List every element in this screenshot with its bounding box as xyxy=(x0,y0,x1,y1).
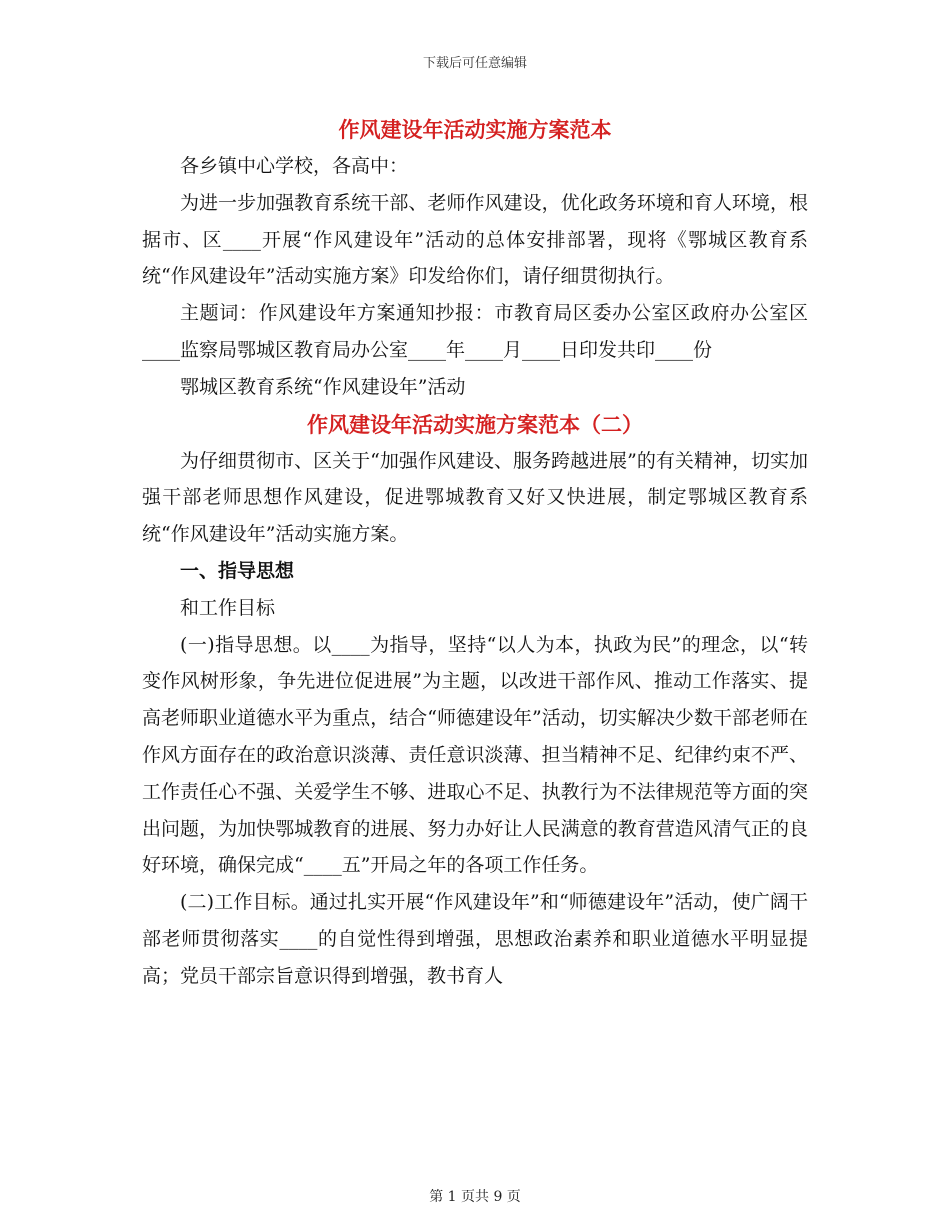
document-title: 作风建设年活动实施方案范本 xyxy=(338,117,612,142)
paragraph-work-goals-label: 和工作目标 xyxy=(180,596,276,619)
paragraph-notice: 为进一步加强教育系统干部、老师作风建设，优化政务环境和育人环境，根据市、区____开展“作风建设年”活动的总体安排部署，现将《鄂城区教育系统“作风建设年”活动实施方案》印发给你们，请仔细贯彻执行。 xyxy=(142,191,808,288)
heading-guiding-ideology: 一、指导思想 xyxy=(180,559,295,582)
paragraph-addressee: 各乡镇中心学校，各高中： xyxy=(180,155,409,177)
paragraph-work-goals: (二)工作目标。通过扎实开展“作风建设年”和“师德建设年”活动，使广阔干部老师贯彻落实____的自觉性得到增强，思想政治素养和职业道德水平明显提高；党员干部宗旨意识得到增强，教书育人 xyxy=(142,891,808,987)
section-title-2: 作风建设年活动实施方案范本（二） xyxy=(307,411,643,437)
document-body xyxy=(142,108,808,995)
page-footer-number: 第 1 页共 9 页 xyxy=(429,1189,521,1205)
page-header-note: 下载后可任意编辑 xyxy=(422,56,527,71)
paragraph-keywords: 主题词：作风建设年方案通知抄报：市教育局区委办公室区政府办公室区____监察局鄂城区教育局办公室____年____月____日印发共印____份 xyxy=(142,302,808,361)
paragraph-intro: 为仔细贯彻市、区关于“加强作风建设、服务跨越进展”的有关精神，切实加强干部老师思想作风建设，促进鄂城教育又好又快进展，制定鄂城区教育系统“作风建设年”活动实施方案。 xyxy=(142,449,808,546)
paragraph-activity-name: 鄂城区教育系统“作风建设年”活动 xyxy=(180,375,466,398)
paragraph-guiding-ideology: (一)指导思想。以____为指导，坚持“以人为本，执政为民”的理念，以“转变作风树形象，争先进位促进展”为主题，以改进干部作风、推动工作落实、提高老师职业道德水平为重点，结合“师德建设年”活动，切实解决少数干部老师在作风方面存在的政治意识淡薄、责任意识淡薄、担当精神不足、纪律约束不严、工作责任心不强、关爱学生不够、进取心不足、执教行为不法律规范等方面的突出问题，为加快鄂城教育的进展、努力办好让人民满意的教育营造风清气正的良好环境，确保完成“____五”开局之年的各项工作任务。 xyxy=(142,633,808,877)
